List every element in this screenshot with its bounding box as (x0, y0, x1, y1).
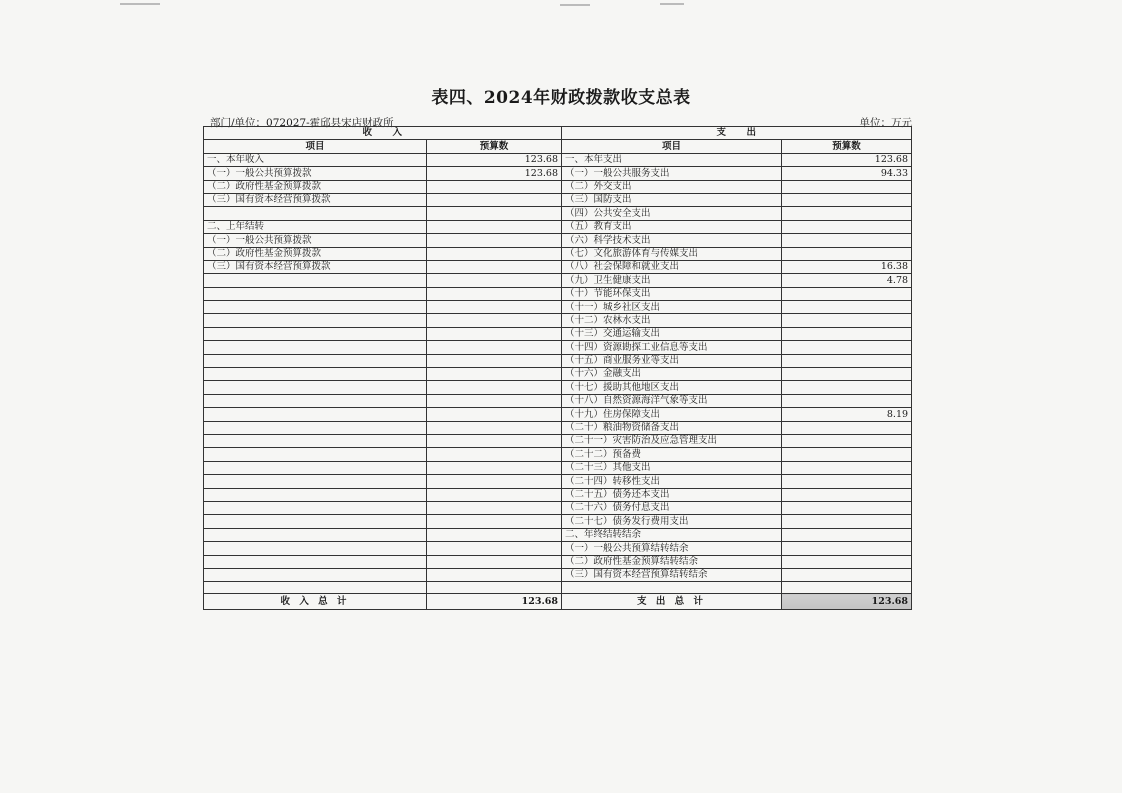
expense-section-header: 支 出 (562, 127, 912, 140)
income-item-cell (204, 434, 427, 447)
table-row (204, 475, 912, 488)
income-value-cell (427, 448, 562, 461)
income-value-cell (427, 368, 562, 381)
unit-label: 单位：万元 (859, 117, 912, 129)
table-row (204, 287, 912, 300)
department-label: 部门/单位：072027-霍邱县宋店财政所 (210, 117, 394, 129)
income-value-cell (427, 341, 562, 354)
income-value-cell (427, 461, 562, 474)
expense-value-cell (782, 354, 912, 367)
expense-item-cell: （九）卫生健康支出 (562, 274, 782, 287)
expense-value-cell (782, 555, 912, 568)
table-row (204, 260, 912, 273)
table-row (204, 381, 912, 394)
scan-mark (660, 3, 684, 5)
expense-item-cell: （一）一般公共预算结转结余 (562, 542, 782, 555)
expense-value-cell (782, 234, 912, 247)
income-item-cell (204, 274, 427, 287)
spacer-cell (562, 582, 782, 594)
table-row (204, 153, 912, 166)
expense-value-cell (782, 220, 912, 233)
income-section-header: 收 入 (204, 127, 562, 140)
expense-item-cell: （六）科学技术支出 (562, 234, 782, 247)
table-row (204, 341, 912, 354)
table-row (204, 421, 912, 434)
income-value-cell (427, 381, 562, 394)
expense-item-cell: （一）一般公共服务支出 (562, 167, 782, 180)
income-value-cell: 123.68 (427, 153, 562, 166)
income-value-cell (427, 220, 562, 233)
expense-item-cell: （十三）交通运输支出 (562, 327, 782, 340)
expense-item-cell: （十）节能环保支出 (562, 287, 782, 300)
income-value-cell: 123.68 (427, 167, 562, 180)
expense-item-cell: （二十）粮油物资储备支出 (562, 421, 782, 434)
table-row (204, 220, 912, 233)
table-row (204, 368, 912, 381)
expense-total-label: 支 出 总 计 (562, 594, 782, 610)
income-item-cell: （一）一般公共预算拨款 (204, 167, 427, 180)
table-row (204, 555, 912, 568)
expense-item-cell: （五）教育支出 (562, 220, 782, 233)
expense-item-cell: （二十二）预备费 (562, 448, 782, 461)
income-item-cell (204, 542, 427, 555)
expense-value-cell: 8.19 (782, 408, 912, 421)
income-item-cell (204, 368, 427, 381)
expense-item-cell: （七）文化旅游体育与传媒支出 (562, 247, 782, 260)
expense-value-cell (782, 247, 912, 260)
income-item-cell (204, 528, 427, 541)
table-row (204, 408, 912, 421)
income-item-cell (204, 287, 427, 300)
expense-value-cell (782, 368, 912, 381)
total-row (204, 594, 912, 610)
income-value-cell (427, 475, 562, 488)
expense-total-value: 123.68 (782, 594, 912, 610)
table-row (204, 448, 912, 461)
income-item-cell (204, 421, 427, 434)
income-item-cell (204, 568, 427, 581)
expense-item-cell: （十七）援助其他地区支出 (562, 381, 782, 394)
expense-item-cell: （十四）资源勘探工业信息等支出 (562, 341, 782, 354)
expense-item-cell: （三）国防支出 (562, 193, 782, 206)
expense-value-cell (782, 314, 912, 327)
income-item-cell (204, 408, 427, 421)
income-total-label: 收 入 总 计 (204, 594, 427, 610)
table-row (204, 314, 912, 327)
table-row (204, 434, 912, 447)
expense-item-cell: （四）公共安全支出 (562, 207, 782, 220)
expense-value-cell (782, 301, 912, 314)
income-item-cell (204, 394, 427, 407)
income-item-cell: （二）政府性基金预算拨款 (204, 180, 427, 193)
expense-value-cell: 16.38 (782, 260, 912, 273)
expense-item-cell: （十九）住房保障支出 (562, 408, 782, 421)
expense-value-cell: 123.68 (782, 153, 912, 166)
expense-value-cell (782, 515, 912, 528)
income-item-cell (204, 354, 427, 367)
expense-item-cell: （二十一）灾害防治及应急管理支出 (562, 434, 782, 447)
income-value-cell (427, 555, 562, 568)
expense-item-cell: （十六）金融支出 (562, 368, 782, 381)
expense-item-cell: （十一）城乡社区支出 (562, 301, 782, 314)
income-item-cell: 一、本年收入 (204, 153, 427, 166)
income-item-cell (204, 301, 427, 314)
table-row (204, 207, 912, 220)
expense-value-cell (782, 394, 912, 407)
expense-item-cell: （二十五）债务还本支出 (562, 488, 782, 501)
spacer-cell (204, 582, 427, 594)
expense-item-cell: （二十三）其他支出 (562, 461, 782, 474)
expense-value-cell (782, 461, 912, 474)
income-item-cell: （三）国有资本经营预算拨款 (204, 193, 427, 206)
income-value-cell (427, 408, 562, 421)
expense-item-cell: 二、年终结转结余 (562, 528, 782, 541)
expense-value-cell (782, 341, 912, 354)
table-row (204, 167, 912, 180)
income-item-cell (204, 207, 427, 220)
expense-item-cell: （十八）自然资源海洋气象等支出 (562, 394, 782, 407)
table-row (204, 568, 912, 581)
table-row (204, 488, 912, 501)
table-row (204, 234, 912, 247)
expense-value-cell: 4.78 (782, 274, 912, 287)
expense-item-cell: （二）政府性基金预算结转结余 (562, 555, 782, 568)
expense-value-cell (782, 193, 912, 206)
table-row (204, 515, 912, 528)
income-value-cell (427, 287, 562, 300)
income-item-cell (204, 555, 427, 568)
income-item-cell (204, 381, 427, 394)
expense-value-cell (782, 434, 912, 447)
income-total-value: 123.68 (427, 594, 562, 610)
expense-item-cell: （八）社会保障和就业支出 (562, 260, 782, 273)
income-item-cell (204, 475, 427, 488)
table-row (204, 247, 912, 260)
income-value-cell (427, 274, 562, 287)
budget-table (203, 126, 912, 610)
table-row (204, 354, 912, 367)
income-value-cell (427, 421, 562, 434)
expense-value-cell (782, 327, 912, 340)
expense-value-cell (782, 381, 912, 394)
table-row (204, 180, 912, 193)
expense-budget-column-header: 预算数 (782, 140, 912, 153)
income-item-cell (204, 501, 427, 514)
column-header-row (204, 140, 912, 153)
spacer-row (204, 582, 912, 594)
table-row (204, 327, 912, 340)
income-value-cell (427, 515, 562, 528)
income-value-cell (427, 180, 562, 193)
income-value-cell (427, 234, 562, 247)
income-value-cell (427, 247, 562, 260)
scan-mark (120, 3, 160, 5)
table-row (204, 193, 912, 206)
expense-item-cell: （十二）农林水支出 (562, 314, 782, 327)
income-value-cell (427, 568, 562, 581)
expense-item-cell: （二）外交支出 (562, 180, 782, 193)
income-item-cell (204, 515, 427, 528)
expense-value-cell (782, 475, 912, 488)
income-item-cell (204, 461, 427, 474)
table-row (204, 461, 912, 474)
table-row (204, 528, 912, 541)
income-value-cell (427, 528, 562, 541)
expense-value-cell (782, 501, 912, 514)
expense-value-cell (782, 207, 912, 220)
income-item-column-header: 项目 (204, 140, 427, 153)
income-item-cell: 二、上年结转 (204, 220, 427, 233)
income-item-cell: （二）政府性基金预算拨款 (204, 247, 427, 260)
expense-value-cell (782, 180, 912, 193)
scan-mark (560, 4, 590, 6)
table-row (204, 501, 912, 514)
expense-value-cell (782, 568, 912, 581)
page-title: 表四、2024年财政拨款收支总表 (431, 88, 691, 108)
table-row (204, 301, 912, 314)
income-value-cell (427, 488, 562, 501)
income-item-cell (204, 314, 427, 327)
expense-item-cell: （二十六）债务付息支出 (562, 501, 782, 514)
expense-item-cell: （十五）商业服务业等支出 (562, 354, 782, 367)
income-value-cell (427, 193, 562, 206)
expense-value-cell (782, 488, 912, 501)
income-value-cell (427, 434, 562, 447)
expense-value-cell (782, 448, 912, 461)
income-value-cell (427, 394, 562, 407)
expense-item-cell: 一、本年支出 (562, 153, 782, 166)
section-header-row (204, 127, 912, 140)
income-item-cell: （一）一般公共预算拨款 (204, 234, 427, 247)
income-value-cell (427, 501, 562, 514)
income-budget-column-header: 预算数 (427, 140, 562, 153)
table-row (204, 394, 912, 407)
income-item-cell (204, 488, 427, 501)
spacer-cell (427, 582, 562, 594)
income-item-cell: （三）国有资本经营预算拨款 (204, 260, 427, 273)
income-value-cell (427, 327, 562, 340)
spacer-cell (782, 582, 912, 594)
expense-value-cell (782, 528, 912, 541)
table-row (204, 274, 912, 287)
expense-value-cell: 94.33 (782, 167, 912, 180)
income-item-cell (204, 341, 427, 354)
expense-item-column-header: 项目 (562, 140, 782, 153)
table-row (204, 542, 912, 555)
expense-item-cell: （三）国有资本经营预算结转结余 (562, 568, 782, 581)
income-item-cell (204, 448, 427, 461)
expense-item-cell: （二十七）债务发行费用支出 (562, 515, 782, 528)
income-value-cell (427, 301, 562, 314)
expense-value-cell (782, 421, 912, 434)
expense-value-cell (782, 287, 912, 300)
income-value-cell (427, 314, 562, 327)
income-value-cell (427, 354, 562, 367)
income-value-cell (427, 260, 562, 273)
expense-item-cell: （二十四）转移性支出 (562, 475, 782, 488)
income-item-cell (204, 327, 427, 340)
income-value-cell (427, 207, 562, 220)
expense-value-cell (782, 542, 912, 555)
income-value-cell (427, 542, 562, 555)
